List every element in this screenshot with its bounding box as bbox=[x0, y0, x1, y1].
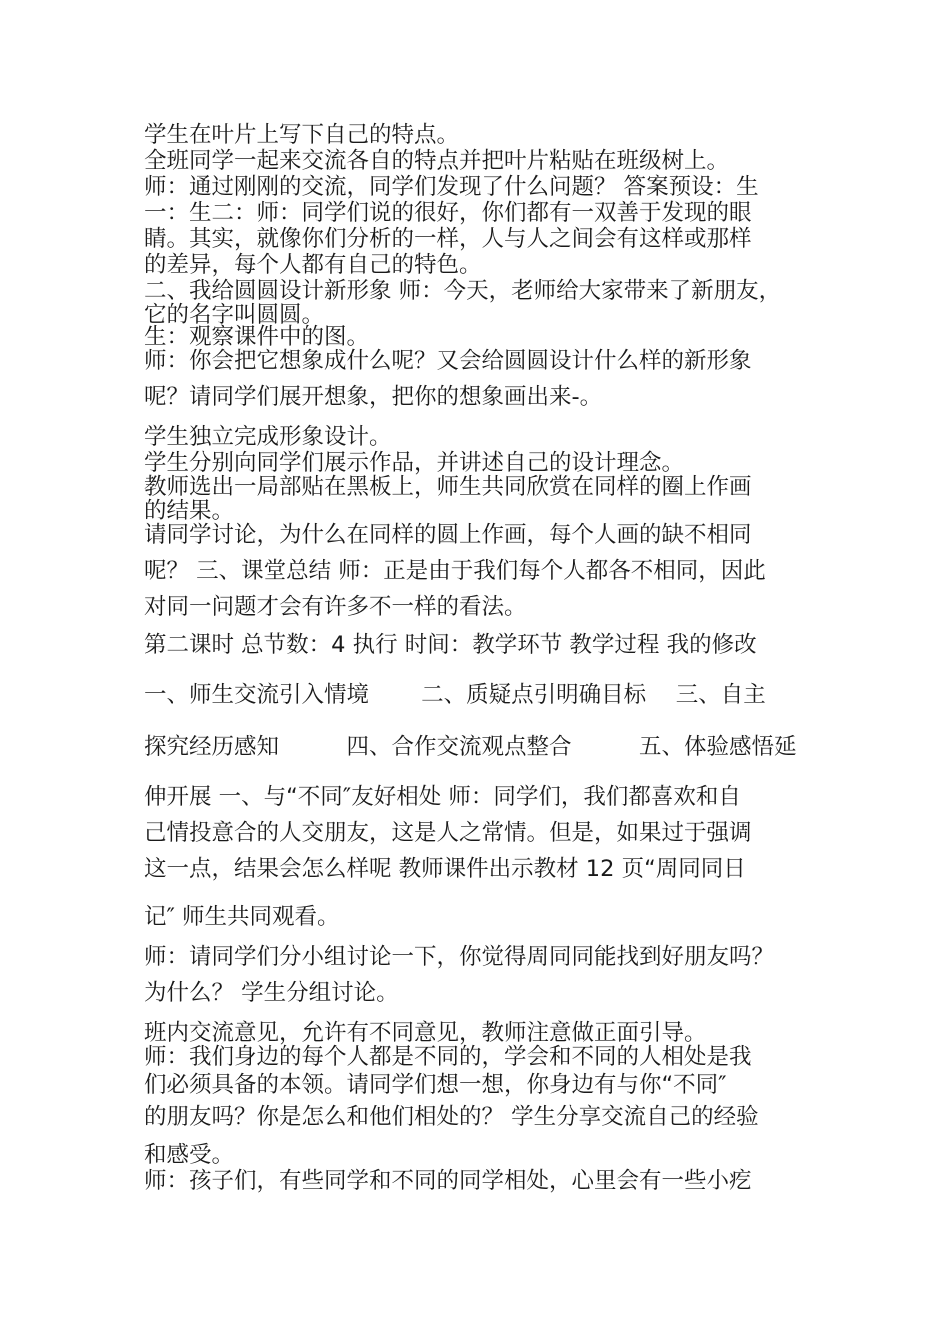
text-line: 记″ 师生共同观看。 bbox=[144, 904, 340, 930]
text-line: 探究经历感知 四、合作交流观点整合 五、体验感悟延 bbox=[144, 734, 797, 760]
text-line: 睛。其实，就像你们分析的一样，人与人之间会有这样或那样 bbox=[144, 226, 752, 252]
text-line: 为什么？ 学生分组讨论。 bbox=[144, 980, 399, 1006]
text-line: 伸开展 一、与“不同″友好相处 师：同学们，我们都喜欢和自 bbox=[144, 784, 741, 810]
text-line: 呢？请同学们展开想象，把你的想象画出来-。 bbox=[144, 384, 603, 410]
text-line: 一：生二：师：同学们说的很好，你们都有一双善于发现的眼 bbox=[144, 200, 752, 226]
text-line: 学生在叶片上写下自己的特点。 bbox=[144, 122, 460, 148]
text-line: 师：我们身边的每个人都是不同的，学会和不同的人相处是我 bbox=[144, 1044, 752, 1070]
text-line: 的差异，每个人都有自己的特色。 bbox=[144, 252, 482, 278]
text-line: 请同学讨论，为什么在同样的圆上作画，每个人画的缺不相同 bbox=[144, 522, 752, 548]
text-line: 第二课时 总节数：4 执行 时间：教学环节 教学过程 我的修改 bbox=[144, 632, 757, 658]
text-line: 一、师生交流引入情境 二、质疑点引明确目标 三、自主 bbox=[144, 682, 766, 708]
text-line: 这一点，结果会怎么样呢 教师课件出示教材 12 页“周同同日 bbox=[144, 856, 746, 882]
text-line: 师：孩子们，有些同学和不同的同学相处，心里会有一些小疙 bbox=[144, 1168, 752, 1194]
text-line: 师：请同学们分小组讨论一下，你觉得周同同能找到好朋友吗？ bbox=[144, 944, 775, 970]
text-line: 呢？ 三、课堂总结 师：正是由于我们每个人都各不相同，因此 bbox=[144, 558, 766, 584]
text-line: 的结果。 bbox=[144, 498, 235, 524]
text-line: 和感受。 bbox=[144, 1142, 235, 1168]
text-line: 二、我给圆圆设计新形象 师：今天，老师给大家带来了新朋友， bbox=[144, 278, 782, 304]
text-line: 师：通过刚刚的交流，同学们发现了什么问题？ 答案预设：生 bbox=[144, 174, 759, 200]
text-line: 学生分别向同学们展示作品，并讲述自己的设计理念。 bbox=[144, 450, 685, 476]
text-line: 学生独立完成形象设计。 bbox=[144, 424, 392, 450]
text-line: 己情投意合的人交朋友，这是人之常情。但是，如果过于强调 bbox=[144, 820, 752, 846]
text-line: 它的名字叫圆圆。 bbox=[144, 302, 325, 328]
text-line: 生：观察课件中的图。 bbox=[144, 324, 370, 350]
text-line: 师：你会把它想象成什么呢？又会给圆圆设计什么样的新形象 bbox=[144, 348, 752, 374]
text-line: 对同一问题才会有许多不一样的看法。 bbox=[144, 594, 527, 620]
text-line: 们必须具备的本领。请同学们想一想，你身边有与你“不同″ bbox=[144, 1072, 727, 1098]
text-line: 班内交流意见，允许有不同意见，教师注意做正面引导。 bbox=[144, 1020, 707, 1046]
text-line: 全班同学一起来交流各自的特点并把叶片粘贴在班级树上。 bbox=[144, 148, 730, 174]
text-line: 的朋友吗？你是怎么和他们相处的？ 学生分享交流自己的经验 bbox=[144, 1104, 759, 1130]
text-line: 教师选出一局部贴在黑板上，师生共同欣赏在同样的圈上作画 bbox=[144, 474, 752, 500]
